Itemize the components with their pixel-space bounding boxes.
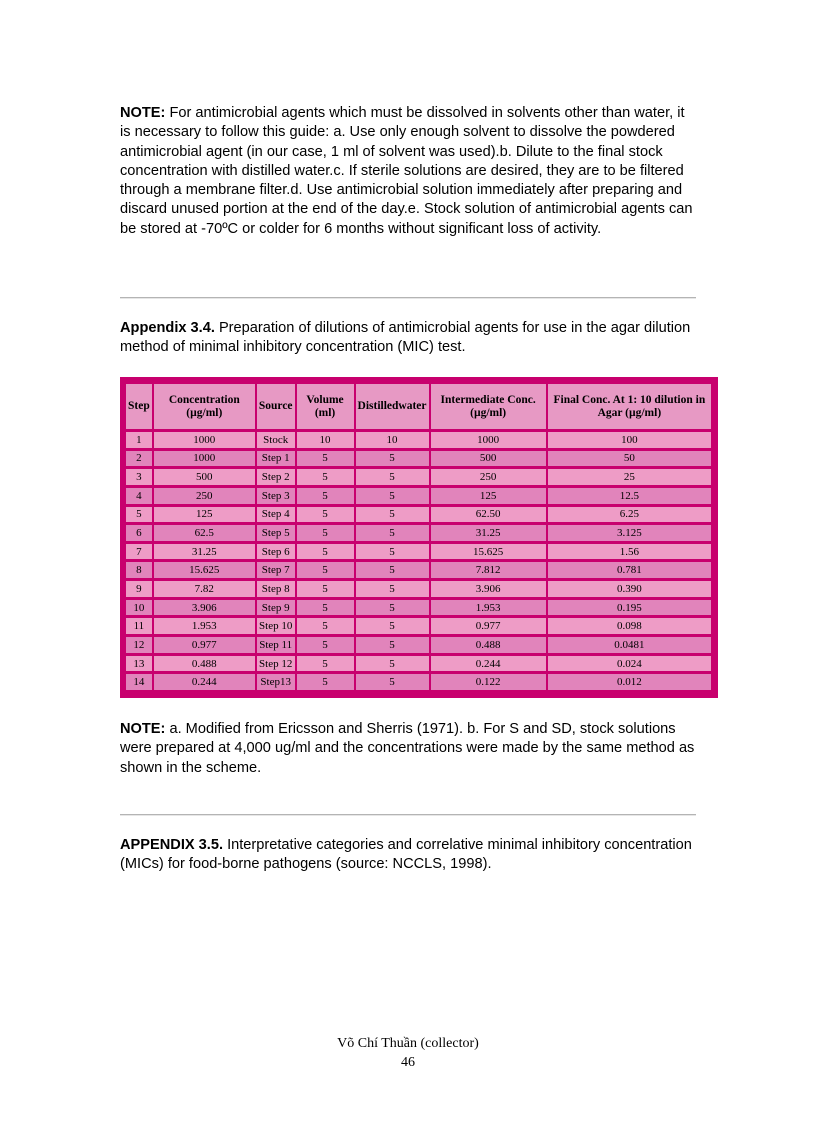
table-cell: 7 [126, 544, 152, 560]
table-cell: 15.625 [154, 562, 255, 578]
table-cell: 500 [431, 451, 546, 467]
table-cell: 5 [297, 451, 354, 467]
table-body [126, 432, 711, 690]
table-row [126, 600, 711, 616]
note-paragraph-1 [120, 104, 696, 239]
table-cell: 5 [356, 637, 429, 653]
table-cell: Step 4 [257, 507, 295, 523]
table-cell: 12.5 [548, 488, 711, 504]
table-cell: 5 [297, 562, 354, 578]
table-cell: 7.82 [154, 581, 255, 597]
table-cell: Step 11 [257, 637, 295, 653]
column-header: Final Conc. At 1: 10 dilution in Agar (µg/ml) [548, 384, 711, 429]
table-cell: Step 6 [257, 544, 295, 560]
column-header: Source [257, 384, 295, 429]
table-cell: Step 3 [257, 488, 295, 504]
column-header: Intermediate Conc. (µg/ml) [431, 384, 546, 429]
table-cell: 9 [126, 581, 152, 597]
table-cell: 1000 [154, 432, 255, 448]
table-cell: Step 2 [257, 469, 295, 485]
table-cell: Step 5 [257, 525, 295, 541]
table-cell: 5 [356, 451, 429, 467]
table-cell: 5 [297, 507, 354, 523]
table-cell: Step 8 [257, 581, 295, 597]
page-footer [0, 1034, 816, 1072]
note-paragraph-2 [120, 720, 696, 778]
table-cell: 50 [548, 451, 711, 467]
table-cell: 0.195 [548, 600, 711, 616]
appendix-3-5-caption [120, 836, 696, 875]
column-header: Distilledwater [356, 384, 429, 429]
table-row [126, 451, 711, 467]
table-cell: 250 [154, 488, 255, 504]
dilution-table [124, 381, 713, 693]
table-cell: 1 [126, 432, 152, 448]
table-cell: 12 [126, 637, 152, 653]
table-cell: 1000 [431, 432, 546, 448]
table-cell: 0.390 [548, 581, 711, 597]
table-row [126, 525, 711, 541]
table-cell: 5 [297, 544, 354, 560]
appendix-caption-text: Interpretative categories and correlative minimal inhibitory concentration (MICs) for food-borne pathogens (source: NCCLS, 1998). [120, 837, 692, 873]
table-cell: 31.25 [431, 525, 546, 541]
table-cell: 5 [356, 618, 429, 634]
table-cell: 2 [126, 451, 152, 467]
table-cell: 5 [297, 488, 354, 504]
table-cell: 1.953 [431, 600, 546, 616]
table-cell: 5 [356, 525, 429, 541]
table-row [126, 432, 711, 448]
table-cell: 62.5 [154, 525, 255, 541]
horizontal-divider [120, 297, 696, 299]
table-cell: 31.25 [154, 544, 255, 560]
table-cell: 0.488 [431, 637, 546, 653]
table-cell: 0.098 [548, 618, 711, 634]
table-cell: 5 [297, 600, 354, 616]
table-cell: 4 [126, 488, 152, 504]
table-cell: 0.977 [431, 618, 546, 634]
table-cell: 0.244 [431, 656, 546, 672]
table-cell: Step 9 [257, 600, 295, 616]
appendix-caption-text: Preparation of dilutions of antimicrobial agents for use in the agar dilution method of minimal inhibitory concentration (MIC) test. [120, 320, 691, 356]
table-cell: 5 [297, 674, 354, 690]
table-cell: 14 [126, 674, 152, 690]
table-row [126, 562, 711, 578]
table-cell: 10 [356, 432, 429, 448]
appendix-label: APPENDIX 3.5. [120, 837, 224, 853]
table-cell: 1.56 [548, 544, 711, 560]
table-cell: 5 [356, 488, 429, 504]
table-cell: 3.906 [154, 600, 255, 616]
table-cell: 250 [431, 469, 546, 485]
table-cell: 8 [126, 562, 152, 578]
table-cell: 5 [356, 600, 429, 616]
table-cell: 500 [154, 469, 255, 485]
table-cell: 0.0481 [548, 637, 711, 653]
table-cell: Step 1 [257, 451, 295, 467]
table-cell: 0.488 [154, 656, 255, 672]
table-cell: 5 [356, 656, 429, 672]
table-cell: 0.977 [154, 637, 255, 653]
note-text: For antimicrobial agents which must be dissolved in solvents other than water, it is necessary to follow this guide: a. Use only enough solvent to dissolve the powdered antimicrobial agent (in our case, 1 ml of solvent was used).b. Dilute to the final stock concentration with distilled water.c. If sterile solutions are desired, they are to be filtered through a membrane filter.d. Use antimicrobial solution immediately after preparing and discard unused portion at the end of the day.e. Stock solution of antimicrobial agents can be stored at -70ºC or colder for 6 months without significant loss of activity. [120, 105, 693, 237]
table-cell: 0.122 [431, 674, 546, 690]
table-cell: Step13 [257, 674, 295, 690]
note-label: NOTE: [120, 105, 166, 121]
appendix-3-4-caption [120, 319, 696, 358]
table-cell: 0.012 [548, 674, 711, 690]
table-cell: 6.25 [548, 507, 711, 523]
table-cell: 3.125 [548, 525, 711, 541]
table-cell: 3 [126, 469, 152, 485]
table-row [126, 637, 711, 653]
table-cell: 5 [356, 581, 429, 597]
note-label: NOTE: [120, 721, 166, 737]
table-row [126, 618, 711, 634]
table-cell: 7.812 [431, 562, 546, 578]
table-row [126, 544, 711, 560]
table-cell: 5 [356, 544, 429, 560]
table-cell: Step 10 [257, 618, 295, 634]
table-row [126, 507, 711, 523]
table-cell: 0.024 [548, 656, 711, 672]
table-cell: 1000 [154, 451, 255, 467]
table-cell: 5 [297, 618, 354, 634]
table-row [126, 581, 711, 597]
table-cell: 5 [297, 581, 354, 597]
column-header: Concentration (µg/ml) [154, 384, 255, 429]
note-text: a. Modified from Ericsson and Sherris (1971). b. For S and SD, stock solutions were prepared at 4,000 ug/ml and the concentrations were made by the same method as shown in the scheme. [120, 721, 695, 776]
appendix-label: Appendix 3.4. [120, 320, 215, 336]
table-cell: 10 [126, 600, 152, 616]
page-number: 46 [401, 1055, 415, 1070]
table-cell: 125 [154, 507, 255, 523]
table-cell: 5 [356, 674, 429, 690]
table-row [126, 469, 711, 485]
table-header-row [126, 384, 711, 429]
horizontal-divider [120, 814, 696, 816]
table-cell: Step 12 [257, 656, 295, 672]
table-cell: 0.781 [548, 562, 711, 578]
table-cell: Stock [257, 432, 295, 448]
table-cell: 1.953 [154, 618, 255, 634]
table-row [126, 656, 711, 672]
table-cell: Step 7 [257, 562, 295, 578]
table-cell: 62.50 [431, 507, 546, 523]
table-cell: 11 [126, 618, 152, 634]
table-cell: 5 [126, 507, 152, 523]
dilution-table-frame [120, 377, 718, 698]
table-cell: 5 [297, 637, 354, 653]
table-cell: 100 [548, 432, 711, 448]
table-row [126, 674, 711, 690]
table-cell: 5 [297, 656, 354, 672]
table-cell: 3.906 [431, 581, 546, 597]
table-cell: 125 [431, 488, 546, 504]
collector-credit: Võ Chí Thuần (collector) [337, 1036, 479, 1051]
table-cell: 0.244 [154, 674, 255, 690]
column-header: Step [126, 384, 152, 429]
column-header: Volume (ml) [297, 384, 354, 429]
table-cell: 5 [356, 507, 429, 523]
table-cell: 15.625 [431, 544, 546, 560]
table-cell: 5 [356, 562, 429, 578]
table-cell: 5 [297, 525, 354, 541]
table-cell: 10 [297, 432, 354, 448]
table-row [126, 488, 711, 504]
table-cell: 13 [126, 656, 152, 672]
table-cell: 5 [297, 469, 354, 485]
table-cell: 6 [126, 525, 152, 541]
table-cell: 25 [548, 469, 711, 485]
table-cell: 5 [356, 469, 429, 485]
